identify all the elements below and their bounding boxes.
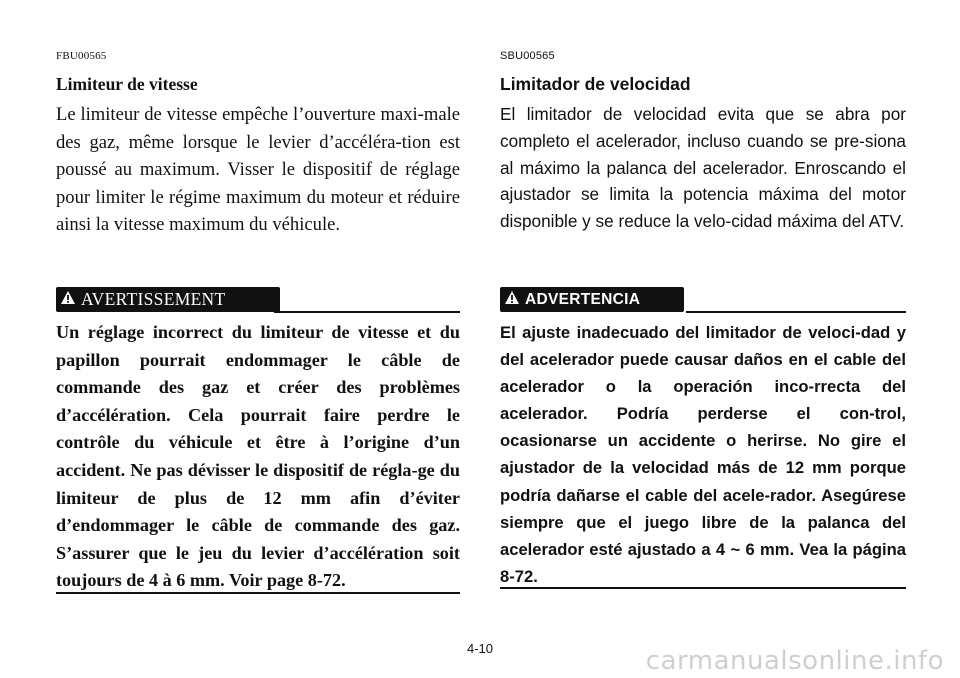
section-code: SBU00565 bbox=[500, 50, 555, 62]
warning-triangle-icon bbox=[504, 290, 520, 310]
warning-header bbox=[500, 287, 906, 314]
warning-label: ADVERTENCIA bbox=[525, 290, 641, 308]
section-code: FBU00565 bbox=[56, 50, 107, 62]
warning-end-rule bbox=[56, 592, 460, 594]
section-body: Le limiteur de vitesse empêche l’ouverture maxi-male des gaz, même lorsque le levier d’accéléra-tion est poussé au maximum. Visser le dispositif de réglage pour limiter le régime maximum du moteur et réduire ainsi la vitesse maximum du véhicule. bbox=[56, 104, 460, 235]
warning-end-rule bbox=[500, 587, 906, 589]
section-title: Limitador de velocidad bbox=[500, 74, 691, 94]
warning-rule bbox=[274, 311, 460, 313]
section-title: Limiteur de vitesse bbox=[56, 74, 198, 94]
warning-text: Un réglage incorrect du limiteur de vitesse et du papillon pourrait endommager le câble de commande des gaz et créer des problèmes d’accélération. Cela pourrait faire perdre le contrôle du véhicule et être à l’origine d’un accident. Ne pas dévisser le dispositif de régla-ge du limiteur de plus de 12 mm afin d’éviter d’endommager le câble de commande des gaz. S’assurer que le jeu du levier d’accélération soit toujours de 4 à 6 mm. Voir page 8-72. bbox=[56, 322, 460, 591]
warning-header bbox=[56, 287, 460, 314]
warning-triangle-icon bbox=[60, 290, 76, 310]
warning-badge bbox=[500, 287, 684, 312]
warning-label: AVERTISSEMENT bbox=[81, 289, 226, 309]
warning-text: El ajuste inadecuado del limitador de veloci-dad y del acelerador puede causar daños en el cable del acelerador o la operación inco-rrecta del acelerador. Podría perderse el con-trol, ocasionarse un accidente o herirse. No gire el ajustador de la velocidad más de 12 mm porque podría dañarse el cable del acele-rador. Asegúrese siempre que el juego libre de la palanca del acelerador esté ajustado a 4 ~ 6 mm. Vea la página 8-72. bbox=[500, 323, 906, 586]
section-body: El limitador de velocidad evita que se abra por completo el acelerador, incluso cuando se pre-siona al máximo la palanca del acelerador. Enroscando el ajustador se limita la potencia máxima del motor disponible y se reduce la velo-cidad máxima del ATV. bbox=[500, 104, 906, 232]
page-number: 4-10 bbox=[466, 641, 494, 656]
warning-rule bbox=[686, 311, 906, 313]
watermark: carmanualsonline.info bbox=[645, 646, 944, 676]
warning-badge bbox=[56, 287, 280, 312]
